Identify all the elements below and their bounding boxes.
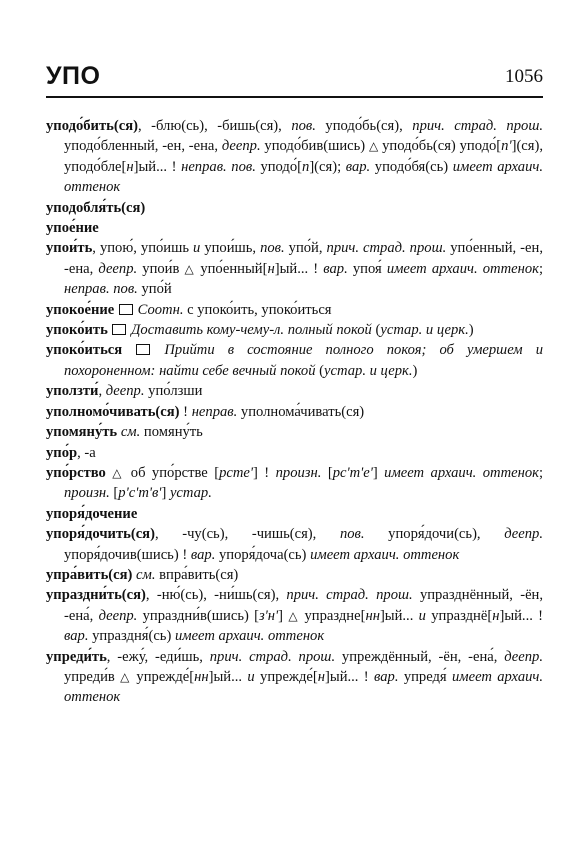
entry-label: деепр.: [98, 260, 138, 277]
entry-text: уподо́бь(ся) уподо́[: [378, 138, 502, 155]
entry-label: имеет архаич. оттенок: [384, 464, 539, 481]
entry-text: упреди́в: [64, 668, 121, 685]
entry-text: упрежде́[: [254, 668, 318, 685]
entry-label: п: [302, 158, 310, 175]
entry-label: устар.: [169, 485, 212, 502]
entry-label: см.: [136, 566, 156, 583]
page-number: 1056: [505, 66, 543, 87]
entry-label: н: [492, 607, 500, 624]
entry-label: имеет архаич. оттенок: [64, 158, 543, 196]
guide-word: УПО: [46, 62, 101, 90]
headword: уподобля́ть(ся): [46, 199, 146, 216]
dictionary-entry: [46, 585, 543, 646]
entry-label: и: [193, 240, 201, 257]
entry-label: имеет архаич. оттенок: [310, 546, 460, 563]
entry-label: з'н': [258, 607, 279, 624]
entry-text: упразднё[: [425, 607, 493, 624]
entry-text: ]ый...: [208, 668, 248, 685]
entry-text: ,: [98, 383, 106, 400]
entry-text: [114, 302, 118, 318]
entry-text: ]: [161, 485, 170, 502]
entry-text: , упою́, упо́ишь: [92, 240, 194, 257]
headword: упокое́ние: [46, 301, 115, 318]
dictionary-entry: [46, 340, 543, 381]
entry-text: упои́в: [137, 260, 185, 277]
dictionary-entry: [46, 116, 543, 198]
entry-text: ](ся), уподо́бле[: [64, 138, 543, 175]
entry-text: упо́енный, -ен, -ена,: [64, 240, 543, 277]
entry-text: упоря́дочи(сь),: [364, 526, 505, 543]
entry-text: ]ый...: [379, 607, 419, 624]
entry-label: пов.: [260, 240, 285, 257]
entry-text: ;: [538, 260, 544, 277]
dictionary-entry: [46, 647, 543, 708]
headword: упра́вить(ся): [46, 566, 133, 583]
entry-text: упо́енный[: [195, 260, 268, 277]
entry-label: неправ. пов.: [181, 158, 256, 175]
entry-label: пов.: [291, 118, 316, 134]
entry-text: !: [179, 403, 192, 420]
entry-text: упои́шь,: [200, 240, 261, 257]
entry-text: [151, 342, 164, 358]
entry-text: ]: [372, 464, 385, 481]
entry-text: , -а: [77, 444, 96, 461]
entry-label: вар.: [345, 158, 371, 175]
entry-label: устар. и церк.: [324, 362, 413, 379]
entry-text: ]ый... !: [499, 607, 544, 624]
entry-label: Прийти в состояние полного покоя; об умершем и похороненном: найти себе вечный покой: [64, 342, 544, 379]
entry-text: , -чу(сь), -чишь(ся),: [154, 526, 340, 543]
entry-text: упраздне[: [299, 607, 366, 624]
triangle-icon: △: [368, 139, 379, 154]
entry-text: упреждённый, -ён, -ена́,: [335, 648, 505, 665]
entry-text: уподо́бя(сь): [370, 158, 453, 175]
entry-label: прич. страд. прош.: [412, 118, 543, 134]
entry-label: Доставить кому-чему-л. полный покой: [131, 322, 372, 339]
entry-text: упо́лзши: [144, 383, 203, 400]
entry-text: упоря́дочив(шись) !: [64, 546, 191, 563]
dictionary-entry: [46, 524, 543, 565]
entry-label: н: [267, 260, 275, 277]
entry-text: ): [412, 362, 418, 379]
entry-text: упоя́: [347, 260, 387, 277]
entry-text: ](ся);: [309, 158, 346, 175]
headword: упое́ние: [46, 220, 99, 237]
triangle-icon: △: [184, 261, 196, 276]
entry-label: деепр.: [504, 526, 543, 543]
entry-label: вар.: [374, 668, 399, 685]
triangle-icon: △: [120, 669, 132, 684]
entry-label: деепр.: [105, 383, 145, 400]
dictionary-entry: [46, 463, 543, 504]
headword: упреди́ть: [46, 648, 107, 665]
entry-label: вар.: [64, 628, 89, 645]
entry-text: упрежде́[: [131, 668, 195, 685]
headword: упоко́иться: [46, 342, 123, 359]
entry-label: н: [126, 158, 134, 175]
dictionary-entry: [46, 504, 543, 524]
triangle-icon: △: [288, 608, 300, 623]
entry-label: деепр.: [221, 138, 261, 155]
header-rule: [46, 96, 543, 98]
entry-label: прич. страд. прош.: [326, 240, 447, 257]
dictionary-entries: [46, 116, 543, 708]
entry-label: нн: [365, 607, 380, 624]
dictionary-entry: [46, 565, 543, 585]
entry-text: [108, 322, 112, 338]
headword: уполномо́чивать(ся): [46, 403, 180, 420]
entry-text: упоря́доча(сь): [215, 546, 311, 563]
entry-text: упраздня́(сь): [88, 628, 175, 645]
headword: упоко́ить: [46, 322, 108, 339]
square-box-icon: [119, 304, 133, 315]
entry-text: уподо́[: [255, 158, 303, 175]
dictionary-entry: [46, 238, 543, 299]
entry-text: с упоко́ить, упоко́иться: [183, 301, 332, 318]
entry-text: упо́й: [137, 281, 172, 298]
headword: упоря́дочение: [46, 505, 138, 522]
entry-text: об упо́рстве [: [124, 464, 220, 481]
entry-label: р'с'т'в': [118, 485, 162, 502]
entry-text: уполнома́чивать(ся): [237, 403, 365, 420]
triangle-icon: △: [112, 465, 125, 480]
headword: упо́рство: [46, 464, 106, 481]
entry-label: имеет архаич. оттенок: [386, 260, 539, 277]
dictionary-entry: [46, 381, 543, 401]
entry-text: , -блю(сь), -бишь(ся),: [137, 118, 292, 134]
entry-label: устар. и церк.: [380, 322, 469, 339]
entry-text: упо́й,: [284, 240, 327, 257]
entry-label: вар.: [190, 546, 216, 563]
entry-text: , -ежу́, -еди́шь,: [106, 648, 210, 665]
entry-label: неправ. пов.: [64, 281, 138, 298]
entry-text: ]ый... !: [274, 260, 324, 277]
entry-label: рс'т'е': [332, 464, 373, 481]
entry-label: неправ.: [191, 403, 238, 420]
entry-label: п': [501, 138, 512, 155]
entry-text: упразднённый, -ён, -ена́,: [64, 587, 544, 624]
dictionary-entry: [46, 300, 543, 320]
entry-text: ): [468, 322, 474, 339]
entry-text: (: [371, 322, 381, 339]
entry-text: , -ню́(сь), -ни́шь(ся),: [145, 587, 287, 604]
dictionary-entry: [46, 422, 543, 442]
headword: упоря́дочить(ся): [46, 526, 155, 543]
entry-label: деепр.: [504, 648, 543, 665]
dictionary-entry: [46, 402, 543, 422]
headword: упо́р: [46, 444, 78, 461]
headword: упраздни́ть(ся): [46, 587, 146, 604]
entry-text: ] !: [253, 464, 276, 481]
entry-label: произн.: [64, 485, 110, 502]
dictionary-entry: [46, 218, 543, 238]
entry-text: (: [315, 362, 325, 379]
entry-label: произн.: [275, 464, 322, 481]
entry-label: прич. страд. прош.: [209, 648, 336, 665]
entry-text: уподо́бив(шись): [260, 138, 369, 155]
entry-label: прич. страд. прош.: [286, 587, 413, 604]
dictionary-entry: [46, 443, 543, 463]
entry-text: уподо́бь(ся),: [315, 118, 413, 134]
entry-text: [: [109, 485, 119, 502]
entry-text: ]ый... !: [133, 158, 182, 175]
entry-label: пов.: [339, 526, 365, 543]
entry-text: ;: [538, 464, 544, 481]
headword: уподо́бить(ся): [46, 118, 138, 134]
entry-label: деепр.: [98, 607, 138, 624]
entry-label: см.: [120, 424, 141, 441]
entry-text: впра́вить(ся): [155, 566, 239, 583]
entry-label: нн: [194, 668, 209, 685]
entry-text: ]: [278, 607, 289, 624]
dictionary-entry: [46, 320, 543, 340]
headword: уползти́: [46, 383, 99, 400]
entry-label: рсте': [219, 464, 253, 481]
entry-label: Соотн.: [137, 301, 184, 318]
square-box-icon: [112, 324, 126, 335]
headword: упомяну́ть: [46, 424, 118, 441]
entry-text: уподо́бленный, -ен, -ена,: [64, 138, 222, 155]
entry-text: упредя́: [398, 668, 452, 685]
entry-text: помяну́ть: [140, 424, 203, 441]
page-header: [46, 62, 543, 92]
headword: упои́ть: [46, 240, 93, 257]
dictionary-entry: [46, 198, 543, 218]
entry-label: и: [247, 668, 255, 685]
entry-label: имеет архаич. оттенок: [64, 668, 544, 706]
entry-label: имеет архаич. оттенок: [174, 628, 325, 645]
square-box-icon: [136, 344, 150, 355]
entry-text: [: [321, 464, 333, 481]
entry-label: вар.: [323, 260, 348, 277]
entry-text: [122, 342, 135, 358]
entry-text: ]ый... !: [325, 668, 374, 685]
entry-label: н: [317, 668, 326, 685]
entry-label: и: [418, 607, 426, 624]
entry-text: упраздни́в(шись) [: [137, 607, 259, 624]
